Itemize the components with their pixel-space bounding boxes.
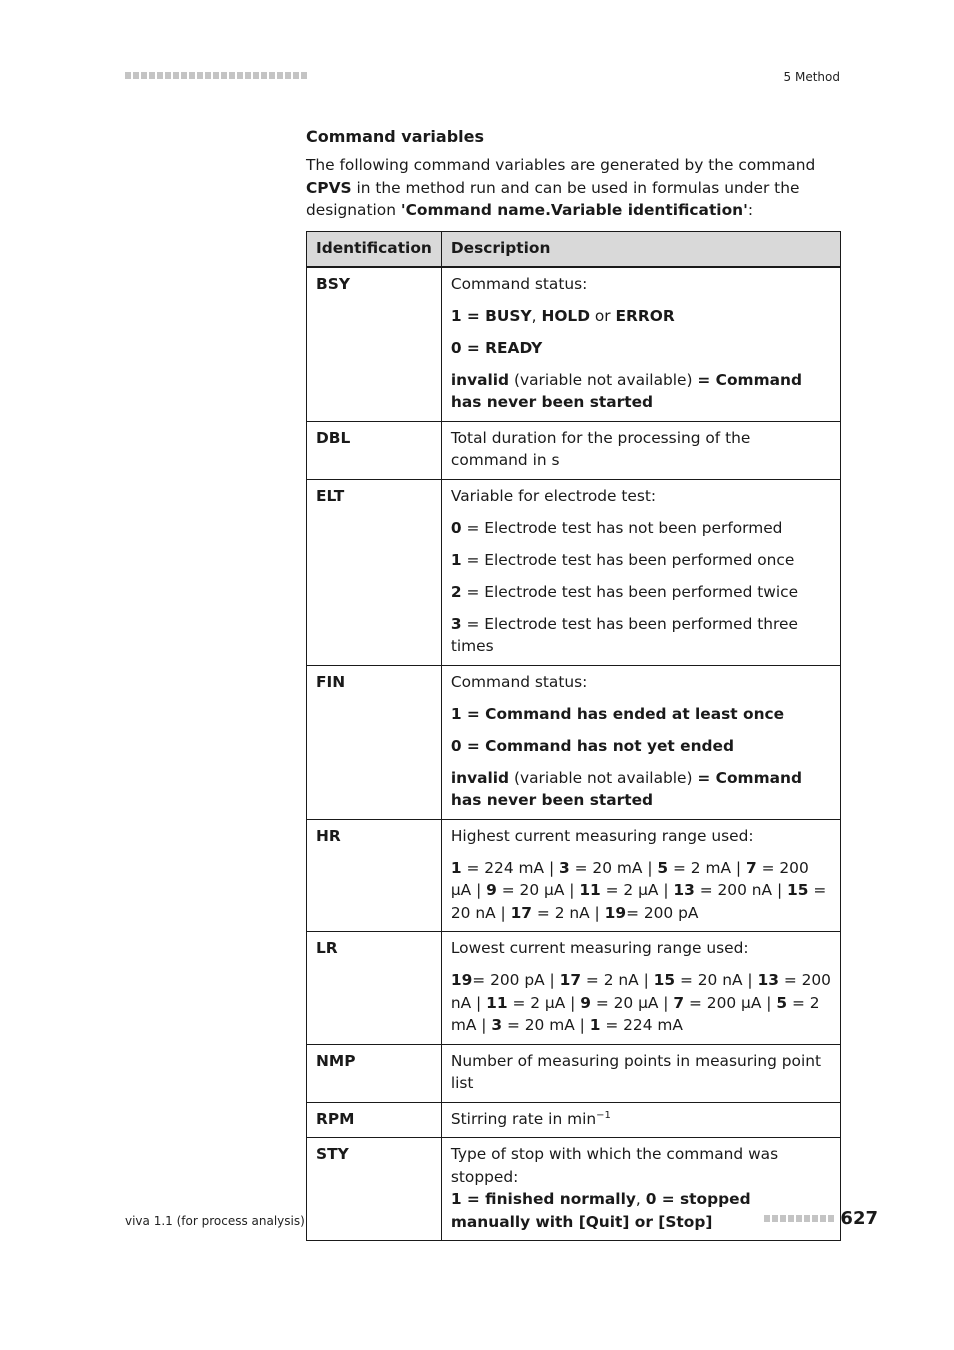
description-paragraph — [451, 1143, 831, 1188]
bold-text: 3 — [450, 614, 462, 633]
decorative-square — [796, 1215, 802, 1222]
bold-text: 11 — [486, 993, 508, 1012]
decorative-square — [133, 72, 139, 79]
description-paragraph — [451, 485, 831, 508]
variable-description — [441, 1044, 840, 1102]
variable-identification: LR — [307, 932, 442, 1045]
decorative-square — [764, 1215, 770, 1222]
text-run: = 20 µA | — [496, 881, 580, 899]
text-run: = 2 mA | — [668, 858, 746, 877]
bold-text: 17 — [510, 903, 533, 922]
bold-text: HOLD — [541, 306, 590, 325]
text-run: = 200 µA | — [450, 858, 809, 899]
description-paragraph — [451, 937, 831, 960]
bold-text: 1 = finished normally — [450, 1190, 636, 1208]
bold-text: 1 = BUSY — [450, 306, 532, 325]
text-run: Total duration for the processing of the command in s — [450, 428, 751, 469]
page-number: 627 — [840, 1208, 878, 1229]
decorative-square — [261, 72, 267, 79]
text-run: Variable for electrode test: — [450, 486, 657, 505]
variable-description — [441, 1102, 840, 1138]
bold-text: 1 = Command has ended at least once — [450, 704, 785, 723]
variable-description — [441, 267, 840, 422]
text-run: = 2 nA | — [532, 903, 605, 922]
decorative-square — [780, 1215, 786, 1222]
table-row-dbl — [307, 421, 841, 479]
description-paragraph — [451, 969, 831, 1037]
description-paragraph — [451, 427, 831, 472]
intro-paragraph — [306, 154, 840, 222]
decorative-square — [157, 72, 163, 79]
decorative-square — [269, 72, 275, 79]
text-run: = Electrode test has not been performed — [461, 518, 783, 537]
decorative-square — [772, 1215, 778, 1222]
description-paragraph — [451, 549, 831, 572]
footer-product: viva 1.1 (for process analysis) — [125, 1214, 305, 1228]
description-paragraph — [451, 273, 831, 296]
decorative-square — [277, 72, 283, 79]
decorative-square — [237, 72, 243, 79]
decorative-square — [788, 1215, 794, 1222]
bold-text: 7 — [745, 858, 757, 877]
section-title: Command variables — [306, 127, 484, 146]
text-run: The following command variables are generated by the command — [306, 156, 816, 174]
decorative-square — [181, 72, 187, 79]
bold-text: 0 — [450, 518, 462, 537]
footer-decoration — [764, 1215, 834, 1222]
bold-text: invalid — [450, 370, 510, 389]
text-run: Number of measuring points in measuring point list — [450, 1051, 822, 1092]
bold-text: CPVS — [306, 178, 352, 197]
description-paragraph — [451, 1108, 831, 1131]
text-run: Type of stop with which the command was stopped: — [450, 1145, 779, 1186]
variable-identification: RPM — [307, 1102, 442, 1138]
text-run: = 2 nA | — [581, 971, 654, 989]
text-run: = 200 nA | — [450, 971, 831, 1012]
variable-identification: DBL — [307, 421, 442, 479]
header-decoration — [125, 69, 309, 81]
description-paragraph — [451, 369, 831, 414]
text-run: = Electrode test has been performed once — [461, 550, 795, 569]
text-run: Command status: — [450, 274, 588, 293]
command-variables-table — [306, 231, 841, 1241]
bold-text: 'Command name.Variable identification' — [400, 201, 748, 219]
footer-page — [764, 1208, 878, 1229]
decorative-square — [229, 72, 235, 79]
bold-text: 13 — [757, 971, 779, 989]
bold-text: 9 — [580, 993, 591, 1012]
text-run: = 20 nA | — [450, 881, 827, 922]
table-row-nmp — [307, 1044, 841, 1102]
decorative-square — [141, 72, 147, 79]
bold-text: 7 — [673, 993, 685, 1012]
decorative-square — [245, 72, 251, 79]
decorative-square — [213, 72, 219, 79]
variable-description — [441, 479, 840, 665]
bold-text: ERROR — [615, 306, 675, 325]
decorative-square — [301, 72, 307, 79]
bold-text: 0 = Command has not yet ended — [450, 736, 735, 755]
variable-description — [441, 421, 840, 479]
variable-identification: FIN — [307, 665, 442, 819]
text-run: , — [635, 1190, 646, 1208]
text-run: = 200 µA | — [684, 993, 777, 1012]
text-run: = 200 pA | — [472, 971, 560, 989]
bold-text: = Command has never been started — [450, 370, 802, 411]
decorative-square — [804, 1215, 810, 1222]
variable-identification: BSY — [307, 267, 442, 422]
text-run: : — [747, 201, 754, 219]
decorative-square — [165, 72, 171, 79]
description-paragraph — [451, 825, 831, 848]
decorative-square — [293, 72, 299, 79]
text-run: Lowest current measuring range used: — [450, 939, 749, 957]
bold-text: = Command has never been started — [450, 768, 802, 809]
table-row-elt — [307, 479, 841, 665]
bold-text: 1 — [589, 1016, 601, 1034]
decorative-square — [253, 72, 259, 79]
variable-identification: HR — [307, 819, 442, 932]
text-run: = 200 pA — [626, 903, 699, 922]
text-run: = 20 µA | — [590, 993, 674, 1012]
table-row-hr — [307, 819, 841, 932]
decorative-square — [197, 72, 203, 79]
text-run: = 2 mA | — [450, 993, 820, 1034]
text-run: = 224 mA | — [461, 858, 560, 877]
description-paragraph — [451, 517, 831, 540]
bold-text: 0 = READY — [450, 338, 543, 357]
description-paragraph — [451, 735, 831, 758]
description-paragraph — [451, 703, 831, 726]
bold-text: 19 — [450, 971, 473, 989]
description-paragraph — [451, 305, 831, 328]
table-row-sty — [307, 1138, 841, 1241]
text-run: = 200 nA | — [694, 881, 788, 899]
decorative-square — [812, 1215, 818, 1222]
bold-text: 1 — [450, 550, 462, 569]
decorative-square — [820, 1215, 826, 1222]
text-run: = 224 mA — [600, 1016, 683, 1034]
table-row-bsy — [307, 267, 841, 422]
bold-text: 9 — [486, 881, 497, 899]
header-description: Description — [441, 232, 840, 267]
description-paragraph — [451, 581, 831, 604]
text-run: = 20 mA | — [569, 858, 658, 877]
description-paragraph — [451, 337, 831, 360]
bold-text: 15 — [653, 971, 676, 989]
table-body — [307, 267, 841, 1241]
decorative-square — [221, 72, 227, 79]
table-row-fin — [307, 665, 841, 819]
text-run: = Electrode test has been performed three times — [450, 614, 798, 655]
decorative-square — [189, 72, 195, 79]
decorative-square — [173, 72, 179, 79]
description-paragraph — [451, 613, 831, 658]
bold-text: 0 = stopped manually with [Quit] or [Stop] — [450, 1190, 751, 1231]
text-run: Highest current measuring range used: — [450, 826, 754, 845]
description-paragraph — [451, 671, 831, 694]
text-run: = 2 µA | — [600, 881, 674, 899]
table-row-rpm — [307, 1102, 841, 1138]
decorative-square — [205, 72, 211, 79]
bold-text: invalid — [450, 768, 510, 787]
bold-text: 3 — [559, 858, 570, 877]
description-paragraph — [451, 767, 831, 812]
decorative-square — [149, 72, 155, 79]
text-run: = 2 µA | — [507, 993, 581, 1012]
text-run: = Electrode test has been performed twice — [461, 582, 799, 601]
variable-description — [441, 665, 840, 819]
decorative-square — [125, 72, 131, 79]
text-run: (variable not available) — [509, 768, 698, 787]
variable-identification: NMP — [307, 1044, 442, 1102]
text-run: (variable not available) — [509, 370, 698, 389]
text-run: in the method run and can be used in formulas under the designation — [306, 178, 800, 219]
variable-identification: ELT — [307, 479, 442, 665]
text-run: Stirring rate in min — [450, 1109, 597, 1128]
bold-text: 17 — [559, 971, 582, 989]
bold-text: 1 — [450, 858, 462, 877]
bold-text: 19 — [604, 903, 627, 922]
bold-text: 11 — [579, 881, 601, 899]
table-header-row — [307, 232, 841, 267]
text-run: = 20 mA | — [502, 1016, 590, 1034]
text-run: Command status: — [450, 672, 588, 691]
decorative-square — [828, 1215, 834, 1222]
bold-text: 5 — [657, 858, 669, 877]
description-paragraph — [451, 857, 831, 925]
header-identification: Identification — [307, 232, 442, 267]
bold-text: 15 — [787, 881, 809, 899]
variable-identification: STY — [307, 1138, 442, 1241]
text-run: , — [531, 306, 542, 325]
text-run: = 20 nA | — [675, 971, 758, 989]
bold-text: 5 — [776, 993, 788, 1012]
superscript: −1 — [596, 1109, 611, 1121]
table-row-lr — [307, 932, 841, 1045]
bold-text: 2 — [450, 582, 462, 601]
chapter-label: 5 Method — [783, 70, 840, 84]
bold-text: 3 — [491, 1016, 503, 1034]
variable-description — [441, 932, 840, 1045]
bold-text: 13 — [673, 881, 695, 899]
description-paragraph — [451, 1050, 831, 1095]
decorative-square — [285, 72, 291, 79]
text-run: or — [589, 306, 616, 325]
variable-description — [441, 819, 840, 932]
